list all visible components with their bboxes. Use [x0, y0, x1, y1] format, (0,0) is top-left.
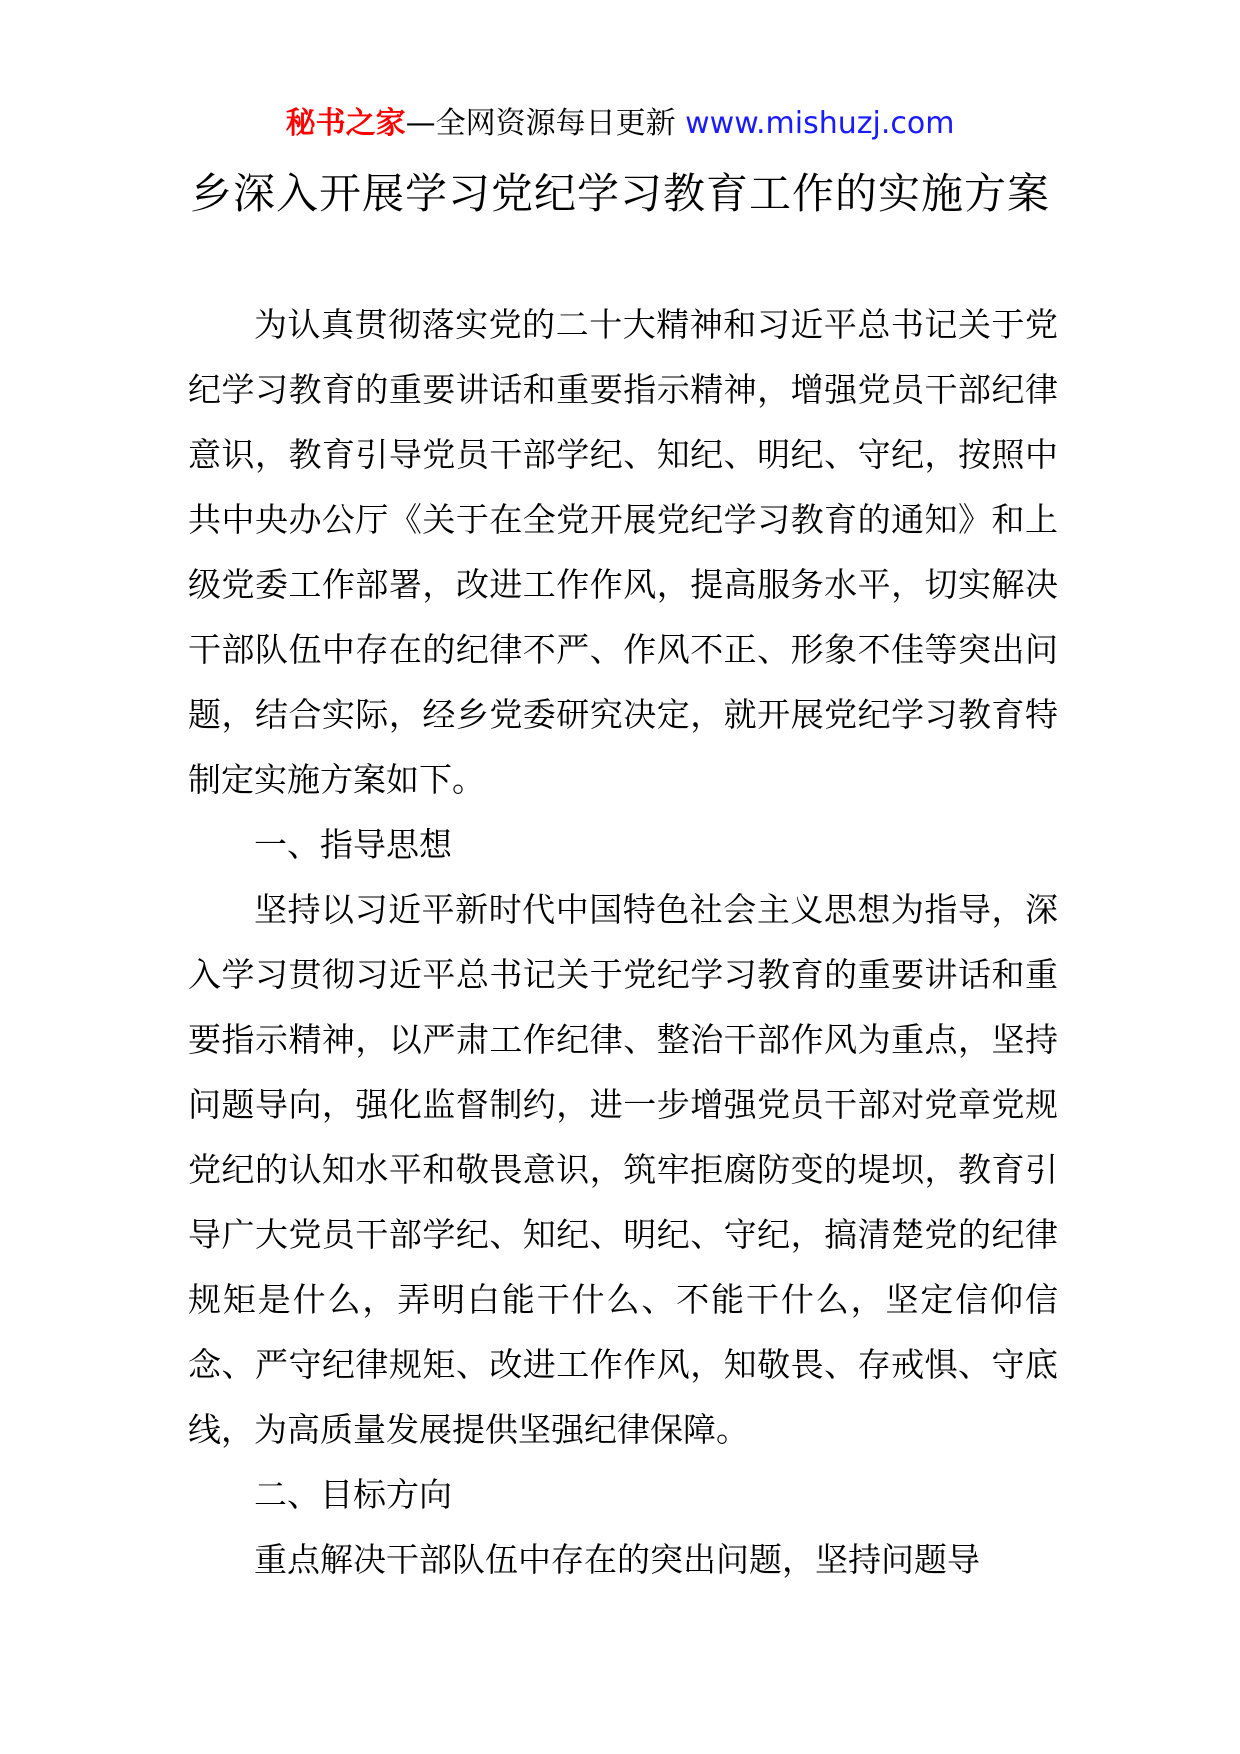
intro-paragraph: 为认真贯彻落实党的二十大精神和习近平总书记关于党纪学习教育的重要讲话和重要指示精神，增强党员干部纪律意识，教育引导党员干部学纪、知纪、明纪、守纪，按照中共中央办公厅《关于在全党开展党纪学习教育的通知》和上级党委工作部署，改进工作作风，提高服务水平，切实解决干部队伍中存在的纪律不严、作风不正、形象不佳等突出问题，结合实际，经乡党委研究决定，就开展党纪学习教育特制定实施方案如下。 [188, 305, 1058, 799]
section-heading-goals: 二、目标方向 [254, 1475, 452, 1514]
document-body [188, 292, 1058, 1592]
guiding-ideology-paragraph: 坚持以习近平新时代中国特色社会主义思想为指导，深入学习贯彻习近平总书记关于党纪学习教育的重要讲话和重要指示精神，以严肃工作纪律、整治干部作风为重点，坚持问题导向，强化监督制约，进一步增强党员干部对党章党规党纪的认知水平和敬畏意识，筑牢拒腐防变的堤坝，教育引导广大党员干部学纪、知纪、明纪、守纪，搞清楚党的纪律规矩是什么，弄明白能干什么、不能干什么，坚定信仰信念、严守纪律规矩、改进工作作风，知敬畏、存戒惧、守底线，为高质量发展提供坚强纪律保障。 [188, 890, 1058, 1449]
site-url-link[interactable]: www.mishuzj.com [685, 106, 955, 141]
header-tagline: —全网资源每日更新 [405, 106, 676, 141]
page-title: 乡深入开展学习党纪学习教育工作的实施方案 [189, 169, 1050, 218]
goals-paragraph: 重点解决干部队伍中存在的突出问题，坚持问题导 [254, 1540, 980, 1579]
section-heading-guiding-ideology: 一、指导思想 [254, 825, 452, 864]
site-header [0, 104, 1240, 144]
brand-name: 秘书之家 [285, 106, 406, 141]
